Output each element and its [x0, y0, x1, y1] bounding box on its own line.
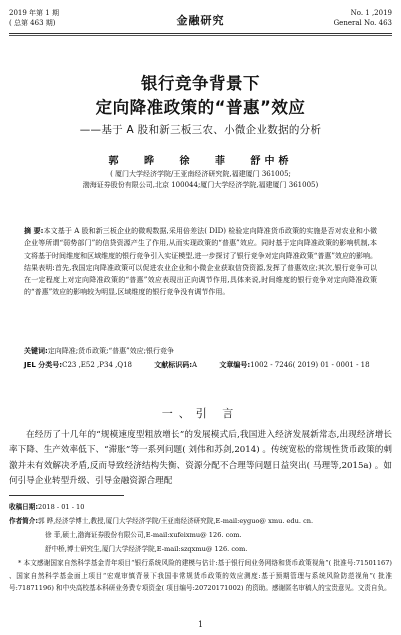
jel-value: C23 ,E52 ,P34 ,Q18 [62, 361, 132, 369]
jel-classification [24, 361, 142, 369]
document-code [154, 361, 207, 369]
abstract [24, 225, 377, 299]
author-bio-1 [9, 516, 392, 527]
article-title-line2: 定向降准政策的“普惠”效应 [95, 98, 306, 117]
article-number-label: 文章编号: [219, 361, 251, 369]
issue-year: 2019 年第 1 期 [9, 9, 59, 17]
abstract-label: 摘 要: [24, 227, 44, 235]
affiliation-line2: 渤海证券股份有限公司,北京 100044;厦门大学经济学院,福建厦门 361005) [82, 181, 319, 189]
page-number: 1 [197, 620, 204, 629]
author-bio-2: 徐 菲,硕士,渤海证券股份有限公司,E-mail:xufeixmu@ 126. com. [45, 531, 242, 539]
received-value: 2018 - 01 - 10 [38, 503, 85, 511]
classification-line [24, 361, 377, 370]
body-paragraph: 在经历了十几年的“规模速度型粗放增长”的发展模式后,我国进入经济发展新常态,出现经济增长率下降、生产效率低下、“滞胀”等一系列问题( 刘伟和苏剑,2014) 。传统宽松的常规性货币政策的刺激并未有效解决矛盾,反而导致经济结构失衡、资源分配不合理等问题日益突出( 马理等,2015a) 。如何引导企业转型升级、引导金融资源合理配 [9, 430, 392, 486]
journal-name: 金融研究 [176, 14, 225, 27]
doc-code-value: A [192, 361, 198, 369]
bio-text-1: 郭 晔,经济学博士,教授,厦门大学经济学院/王亚南经济研究院,E-mail:eyguo@ xmu. edu. cn. [38, 517, 314, 525]
header-rule [9, 33, 392, 34]
author-bio-3: 舒中桥,博士研究生,厦门大学经济学院,E-mail:szqxmu@ 126. com. [45, 545, 248, 553]
issue-info-en [334, 8, 392, 28]
header-rule-thin [9, 35, 392, 36]
page-header [9, 8, 392, 34]
footnote-rule [9, 495, 124, 496]
funding-note: * 本文感谢国家自然科学基金青年项目“银行系统风险的建模与估计:基于银行间业务网络和货币政策视角”( 批准号:71501167) 、国家自然科学基金面上项目“宏观审慎背景下我国非常规货币政策的效应测度:基于预期管理与系统风险防范视角”( 批准号:71871196) 和中央高校基本科研业务费专项资金( 项目编号:20720171002) 的资助。感谢匿名审稿人的宝贵意见。文责自负。 [9, 559, 392, 592]
keywords-label: 关键词: [24, 347, 48, 355]
article-subtitle: ——基于 A 股和新三板三农、小微企业数据的分析 [79, 124, 322, 136]
keywords [24, 347, 377, 356]
author-list: 郭 晔 徐 菲 舒中桥 [108, 156, 293, 167]
section-heading: 一、引 言 [161, 407, 240, 420]
article-number [219, 361, 379, 369]
issue-total: ( 总第 463 期) [9, 19, 56, 27]
received-date [9, 502, 392, 513]
doc-code-label: 文献标识码: [154, 361, 193, 369]
issue-number-en: No. 1 ,2019 [350, 9, 392, 17]
article-number-value: 1002 - 7246( 2019) 01 - 0001 - 18 [250, 361, 370, 369]
received-label: 收稿日期: [9, 503, 39, 511]
abstract-text: 本文基于 A 股和新三板企业的微观数据,采用倍差法( DID) 检验定向降准货币政策的实施是否对农业和小微企业等所谓“弱势部门”的信贷资源产生了作用,从而实现政策的“普惠”效应。同时基于定向降准政策的影响机制,本文将基于时间维度和区域维度的银行竞争引入实证模型,进一步探讨了银行竞争对定向降准政策“普惠”效应的影响。结果表明:首先,我国定向降准政策可以促进农业企业和小微企业获取信贷资源,发挥了普惠效应;其次,银行竞争可以在一定程度上对定向降准政策的“普惠”效应表现出正向调节作用,具体来说,时间维度的银行竞争对定向降准政策的“普惠”效应的影响较为明显,区域维度的银行竞争没有调节作用。 [24, 227, 378, 297]
affiliation-line1: ( 厦门大学经济学院/王亚南经济研究院,福建厦门 361005; [110, 170, 291, 178]
jel-label: JEL 分类号: [24, 361, 63, 369]
article-title-line1: 银行竞争背景下 [141, 74, 260, 93]
bio-label: 作者简介: [9, 517, 39, 525]
issue-general-en: General No. 463 [333, 19, 392, 27]
keywords-text: 定向降准;货币政策;“普惠”效应;银行竞争 [47, 347, 175, 355]
